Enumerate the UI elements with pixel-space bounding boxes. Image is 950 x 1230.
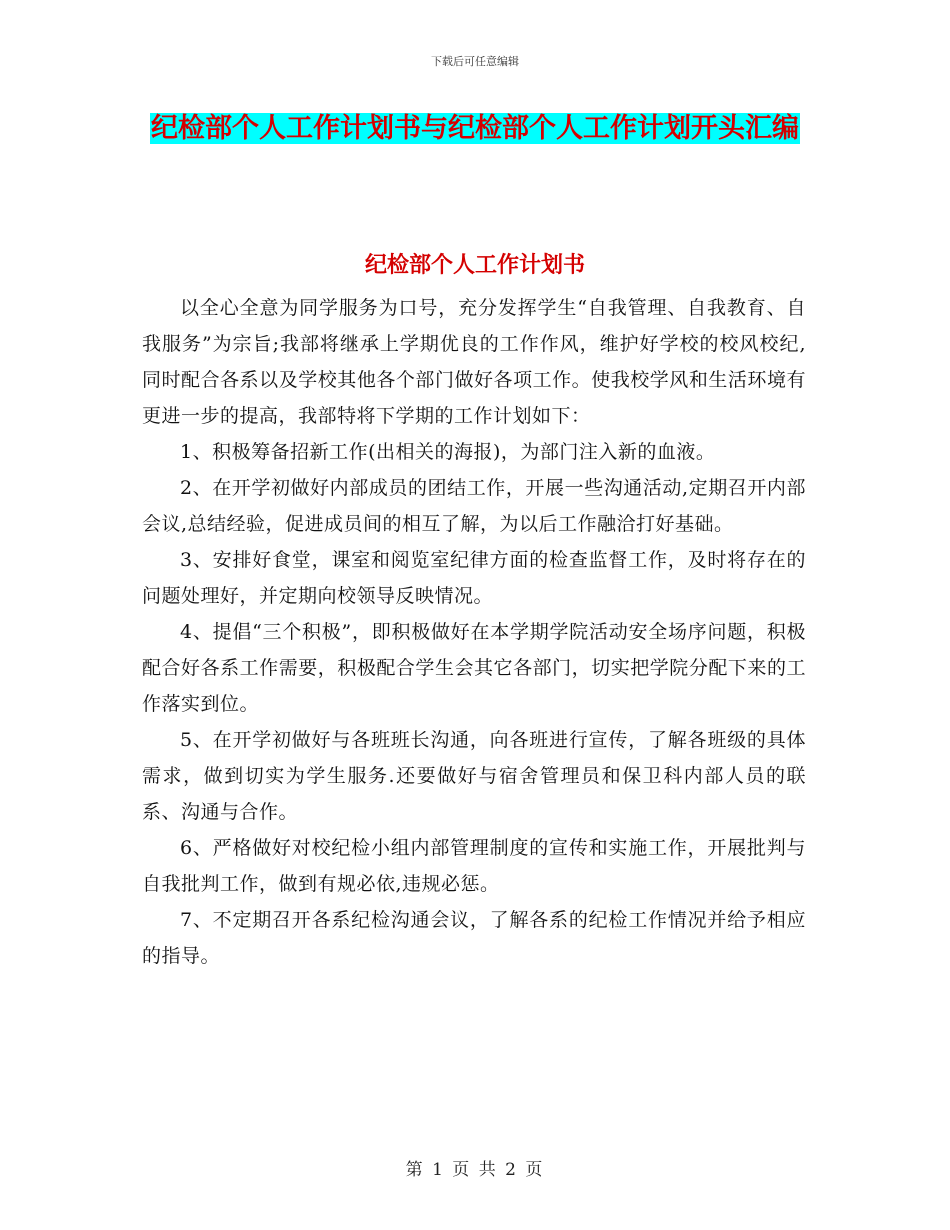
header-note: 下载后可任意编辑 — [431, 55, 519, 68]
document-title-text: 纪检部个人工作计划书与纪检部个人工作计划开头汇编 — [151, 113, 799, 144]
plan-item-7: 7、不定期召开各系纪检沟通会议，了解各系的纪检工作情况并给予相应的指导。 — [142, 909, 806, 967]
intro-paragraph: 以全心全意为同学服务为口号，充分发挥学生“自我管理、自我教育、自我服务”为宗旨;我部将继承上学期优良的工作作风，维护好学校的校风校纪,同时配合各系以及学校其他各个部门做好各项工作。使我校学风和生活环境有更进一步的提高，我部特将下学期的工作计划如下： — [142, 297, 806, 427]
plan-item-4: 4、提倡“三个积极”，即积极做好在本学期学院活动安全场序问题，积极配合好各系工作需要，积极配合学生会其它各部门，切实把学院分配下来的工作落实到位。 — [142, 621, 806, 715]
plan-item-5: 5、在开学初做好与各班班长沟通，向各班进行宣传，了解各班级的具体需求，做到切实为学生服务.还要做好与宿舍管理员和保卫科内部人员的联系、沟通与合作。 — [142, 729, 806, 823]
document-body — [142, 290, 806, 974]
section-title: 纪检部个人工作计划书 — [364, 253, 585, 278]
document-title — [150, 106, 800, 152]
plan-item-3: 3、安排好食堂，课室和阅览室纪律方面的检查监督工作，及时将存在的问题处理好，并定期向校领导反映情况。 — [142, 549, 806, 607]
plan-item-2: 2、在开学初做好内部成员的团结工作，开展一些沟通活动,定期召开内部会议,总结经验，促进成员间的相互了解，为以后工作融洽打好基础。 — [142, 477, 806, 535]
plan-item-6: 6、严格做好对校纪检小组内部管理制度的宣传和实施工作，开展批判与自我批判工作，做到有规必依,违规必惩。 — [142, 837, 806, 895]
page-number: 第 1 页 共 2 页 — [405, 1160, 545, 1180]
plan-item-1: 1、积极筹备招新工作(出相关的海报)，为部门注入新的血液。 — [180, 441, 716, 463]
